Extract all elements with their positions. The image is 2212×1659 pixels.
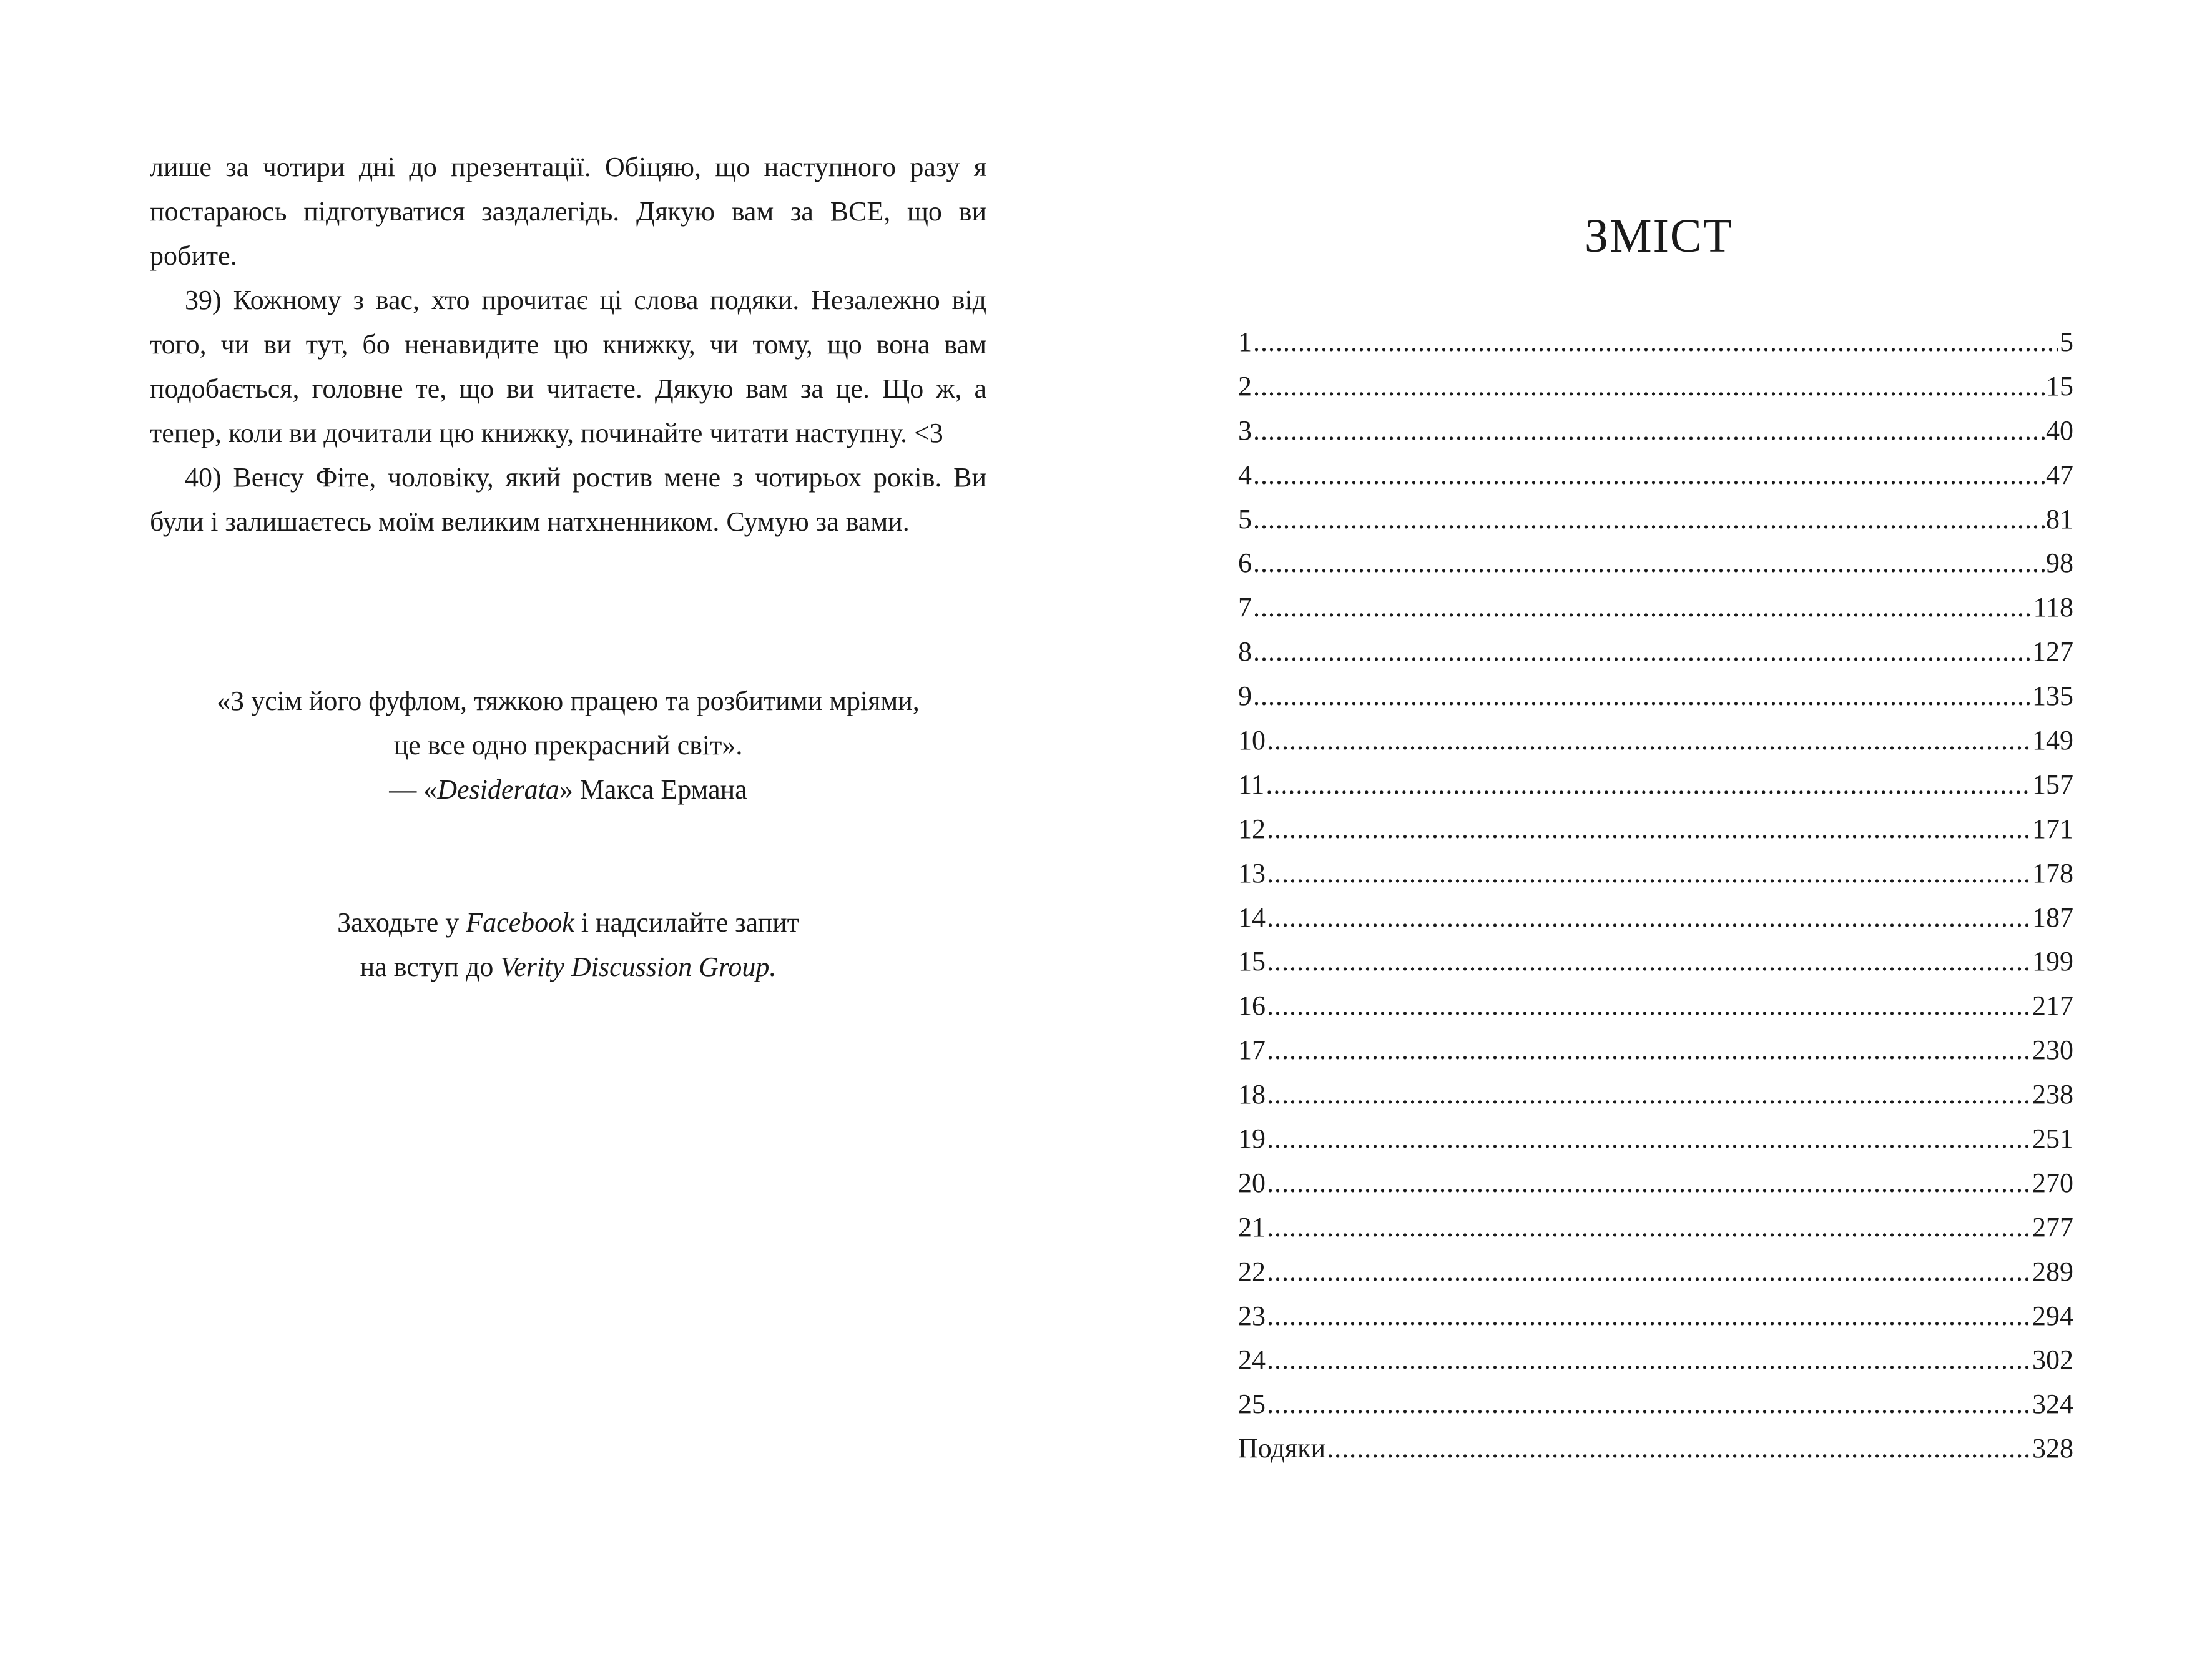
paragraph: лише за чотири дні до презентації. Обіцяю, що наступного разу я постараюсь підготуватися заздалегідь. Дякую вам за ВСЕ, що ви робите. [150,152,986,271]
attribution-title: Desiderata [437,774,559,805]
toc-entry-label: 19 [1238,1123,1266,1154]
page-title: ЗМІСТ [1584,210,1734,262]
toc-entry[interactable] [1238,1073,2073,1117]
toc-entry-page: 251 [2032,1123,2073,1154]
toc-leader-dots [1267,984,2031,1028]
toc-entry-page: 187 [2032,902,2073,933]
toc-entry[interactable] [1238,320,2073,365]
toc-entry-page: 230 [2032,1035,2073,1066]
toc-leader-dots [1266,763,2031,807]
toc-entry[interactable] [1238,586,2073,630]
toc-leader-dots [1267,940,2031,984]
toc-leader-dots [1267,1206,2031,1250]
toc-entry-page: 171 [2032,813,2073,844]
toc-entry-page: 118 [2033,592,2073,623]
toc-entry-label: Подяки [1238,1433,1326,1464]
toc-entry-page: 127 [2032,636,2073,667]
toc-entry-label: 10 [1238,725,1266,756]
toc-leader-dots [1267,1338,2031,1382]
toc-entry-page: 302 [2032,1344,2073,1376]
toc-entry[interactable] [1238,1161,2073,1206]
toc-entry-label: 6 [1238,548,1252,579]
toc-entry-page: 15 [2046,370,2073,401]
toc-entry-label: 20 [1238,1167,1266,1198]
toc-leader-dots [1253,409,2045,453]
toc-entry[interactable] [1238,365,2073,409]
toc-entry[interactable] [1238,984,2073,1028]
invite-prefix: Заходьте у [337,907,466,938]
invite-line [150,900,986,945]
toc-leader-dots [1253,674,2031,719]
invite-line [150,945,986,989]
toc-entry[interactable] [1238,940,2073,984]
toc-leader-dots [1267,1294,2031,1339]
toc-entry-page: 324 [2032,1389,2073,1420]
toc-entry[interactable] [1238,896,2073,940]
toc-entry-label: 18 [1238,1079,1266,1110]
toc-entry-page: 5 [2060,327,2073,357]
toc-entry[interactable] [1238,1028,2073,1073]
toc-leader-dots [1267,1073,2031,1117]
toc-entry[interactable] [1238,674,2073,719]
toc-entry[interactable] [1238,719,2073,763]
facebook-name: Facebook [466,907,574,938]
toc-entry-page: 217 [2032,990,2073,1021]
toc-entry[interactable] [1238,763,2073,807]
toc-entry-page: 98 [2046,548,2073,579]
toc-leader-dots [1267,719,2031,763]
epigraph [150,679,986,989]
toc-entry-page: 238 [2032,1079,2073,1110]
toc-entry-page: 135 [2032,681,2073,712]
toc-entry-label: 24 [1238,1344,1266,1376]
toc-entry-label: 9 [1238,681,1252,712]
toc-entry[interactable] [1238,541,2073,586]
toc-leader-dots [1253,541,2045,586]
toc-entry-label: 14 [1238,902,1266,933]
attribution-suffix: » Макса Ермана [559,774,747,805]
toc-entry-page: 157 [2032,769,2073,800]
toc-entry-label: 11 [1238,769,1265,800]
toc-leader-dots [1267,896,2031,940]
toc-entry[interactable] [1238,1338,2073,1382]
toc-entry-page: 270 [2032,1167,2073,1198]
toc-entry-label: 5 [1238,503,1252,534]
toc-entry-label: 3 [1238,415,1252,446]
toc-leader-dots [1253,630,2031,674]
toc-leader-dots [1253,365,2045,409]
toc-entry[interactable] [1238,1250,2073,1294]
toc-leader-dots [1267,1382,2031,1427]
toc-entry[interactable] [1238,1382,2073,1427]
toc-entry-label: 17 [1238,1035,1266,1066]
toc-entry[interactable] [1238,498,2073,542]
invite-prefix: на вступ до [360,952,501,982]
paragraph: 40) Венсу Фіте, чоловіку, який ростив мене з чотирьох років. Ви були і залишаєтесь моїм великим натхненником. Сумую за вами. [150,462,986,537]
toc-entry-label: 21 [1238,1211,1266,1243]
toc-entry-page: 277 [2032,1211,2073,1243]
toc-entry[interactable] [1238,852,2073,896]
quote-attribution [150,767,986,812]
toc-entry-label: 1 [1238,327,1252,357]
toc-entry[interactable] [1238,807,2073,852]
toc-entry-label: 16 [1238,990,1266,1021]
toc-entry[interactable] [1238,1427,2073,1471]
toc-leader-dots [1267,1117,2031,1161]
toc-leader-dots [1267,1161,2031,1206]
toc-leader-dots [1253,586,2032,630]
toc-entry-page: 149 [2032,725,2073,756]
toc-leader-dots [1267,1028,2031,1073]
toc-entry-label: 25 [1238,1389,1266,1420]
toc-leader-dots [1253,453,2045,498]
toc-entry[interactable] [1238,1117,2073,1161]
toc-entry-page: 178 [2032,857,2073,889]
paragraph: 39) Кожному з вас, хто прочитає ці слова подяки. Незалежно від того, чи ви тут, бо ненавидите цю книжку, чи тому, що вона вам подобається, головне те, що ви читаєте. Дякую вам за це. Що ж, а тепер, коли ви дочитали цю книжку, починайте читати наступну. <3 [150,285,986,448]
toc-entry-label: 23 [1238,1300,1266,1331]
toc-entry-page: 199 [2032,946,2073,977]
toc-leader-dots [1267,852,2031,896]
invite-suffix: і надсилайте запит [574,907,799,938]
acknowledgements-text [150,145,986,544]
toc-entry-page: 40 [2046,415,2073,446]
toc-entry-label: 15 [1238,946,1266,977]
toc-entry[interactable] [1238,630,2073,674]
toc-entry[interactable] [1238,409,2073,453]
toc-entry-label: 4 [1238,459,1252,490]
toc-entry-label: 2 [1238,370,1252,401]
toc-entry-label: 22 [1238,1256,1266,1287]
toc-entry-page: 81 [2046,503,2073,534]
toc-leader-dots [1253,320,2058,365]
spacer [150,812,986,900]
quote-line: «З усім його фуфлом, тяжкою працею та розбитими мріями, [217,686,920,716]
toc-entry-label: 7 [1238,592,1252,623]
toc-entry-label: 13 [1238,857,1266,889]
toc-entry-label: 12 [1238,813,1266,844]
attribution-prefix: — « [389,774,438,805]
toc-entry-page: 47 [2046,459,2073,490]
toc-entry-page: 294 [2032,1300,2073,1331]
table-of-contents [1238,320,2073,1471]
toc-entry[interactable] [1238,453,2073,498]
toc-entry[interactable] [1238,1206,2073,1250]
toc-entry-label: 8 [1238,636,1252,667]
toc-leader-dots [1267,1250,2031,1294]
quote-line: це все одно прекрасний світ». [393,730,743,761]
toc-leader-dots [1267,807,2031,852]
group-name: Verity Discussion Group. [500,952,777,982]
toc-entry-page: 289 [2032,1256,2073,1287]
toc-leader-dots [1327,1427,2031,1471]
toc-entry-page: 328 [2032,1433,2073,1464]
toc-leader-dots [1253,498,2045,542]
toc-entry[interactable] [1238,1294,2073,1339]
